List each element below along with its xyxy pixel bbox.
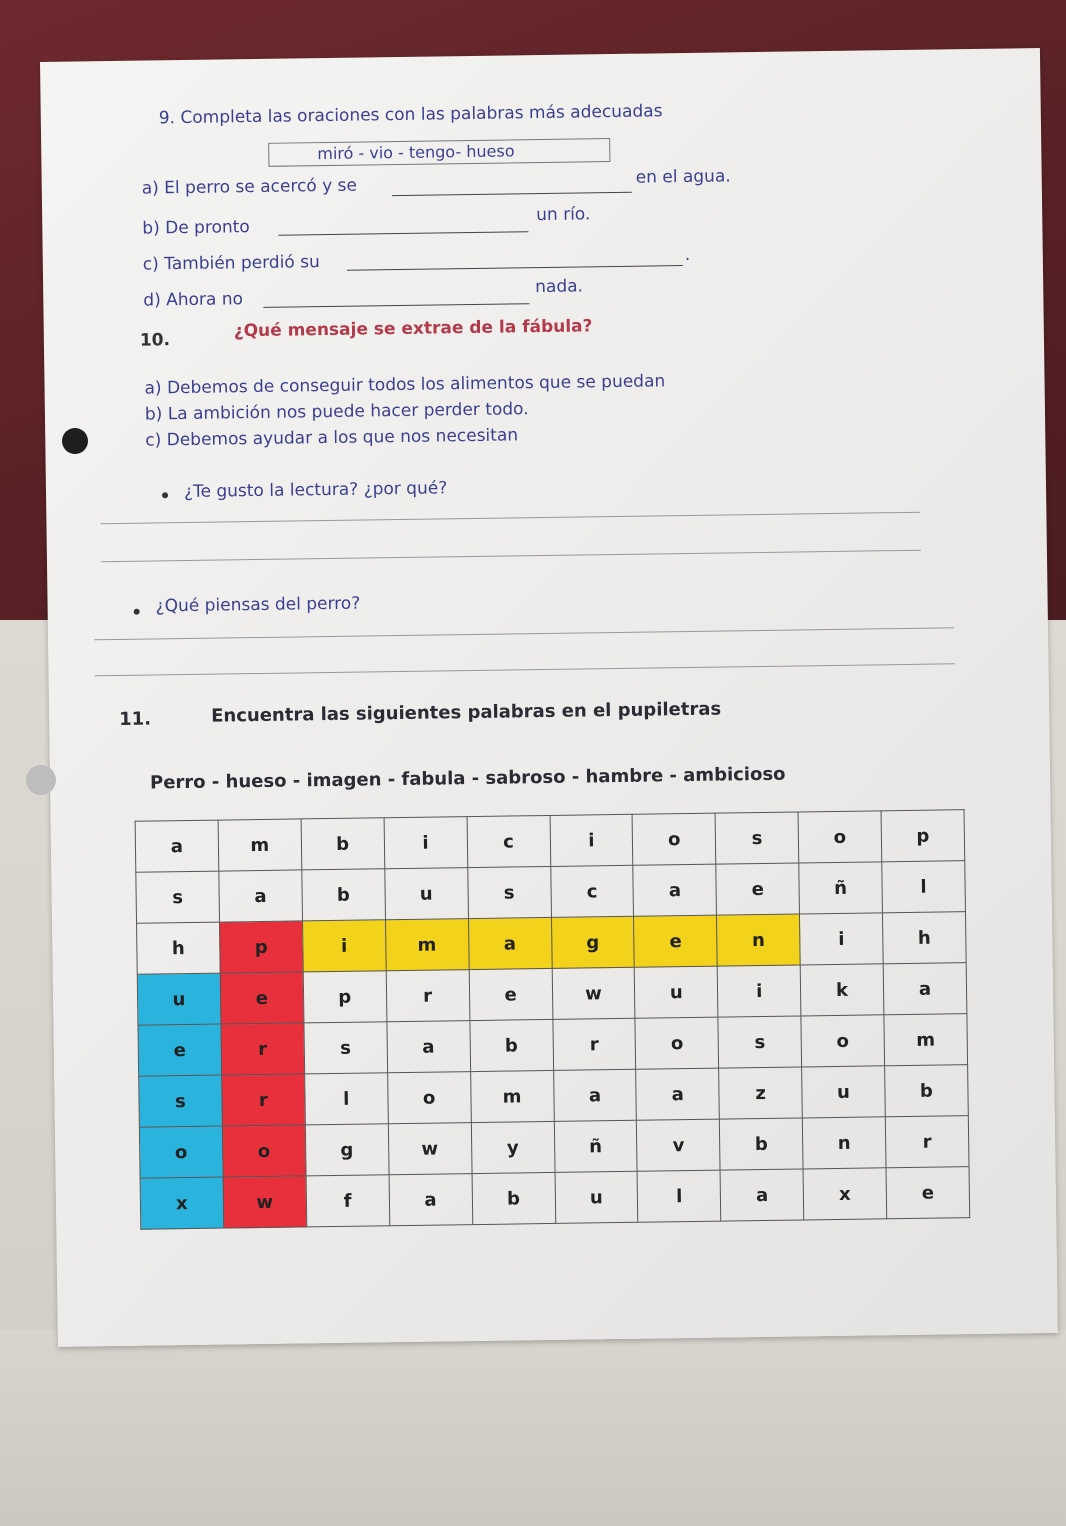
grid-cell: p [219, 921, 303, 973]
binder-hole [26, 765, 56, 795]
grid-cell: u [384, 868, 468, 920]
word-bank: miró - vio - tengo- hueso [317, 141, 515, 164]
answer-line[interactable] [100, 512, 920, 524]
grid-cell: e [138, 1024, 222, 1076]
q11-word-list: Perro - hueso - imagen - fabula - sabroso - hambre - ambicioso [149, 763, 786, 794]
grid-cell: g [551, 916, 635, 968]
q9-item-a: a) El perro se acercó y se [141, 175, 358, 199]
grid-cell: o [632, 813, 716, 865]
grid-cell: b [720, 1118, 804, 1170]
grid-cell: s [715, 812, 799, 864]
grid-cell: i [800, 913, 884, 965]
grid-cell: r [222, 1074, 306, 1126]
grid-cell: h [137, 922, 221, 974]
grid-cell: u [555, 1171, 639, 1223]
grid-row [140, 1167, 970, 1230]
grid-cell: r [221, 1023, 305, 1075]
grid-cell: e [220, 972, 304, 1024]
q9-title: 9. Completa las oraciones con las palabras más adecuadas [158, 101, 663, 129]
q9-item-b: b) De pronto [142, 217, 250, 239]
grid-cell: v [637, 1119, 721, 1171]
grid-cell: a [636, 1068, 720, 1120]
grid-cell: a [135, 820, 219, 872]
grid-cell: r [552, 1018, 636, 1070]
grid-cell: o [139, 1126, 223, 1178]
answer-line[interactable] [95, 663, 955, 676]
answer-line[interactable] [101, 550, 921, 562]
grid-cell: m [218, 819, 302, 871]
grid-cell: i [550, 814, 634, 866]
grid-cell: l [882, 861, 966, 913]
q10-option-c: c) Debemos ayudar a los que nos necesitan [145, 425, 519, 451]
grid-cell: i [302, 920, 386, 972]
grid-cell: c [550, 865, 634, 917]
grid-cell: h [882, 912, 966, 964]
grid-cell: b [885, 1065, 969, 1117]
table-surface [0, 1330, 1066, 1526]
q10-option-a: a) Debemos de conseguir todos los alimentos que se puedan [144, 371, 666, 399]
grid-cell: b [472, 1172, 556, 1224]
grid-cell: e [886, 1167, 970, 1219]
grid-cell: x [140, 1177, 224, 1229]
grid-cell: i [717, 965, 801, 1017]
q11-title: Encuentra las siguientes palabras en el pupiletras [211, 698, 722, 727]
word-search-grid [135, 809, 971, 1230]
binder-hole [62, 428, 88, 454]
q10-question: ¿Qué mensaje se extrae de la fábula? [233, 316, 593, 342]
grid-cell: a [219, 870, 303, 922]
grid-cell: o [635, 1017, 719, 1069]
q11-number: 11. [119, 708, 152, 730]
grid-cell: n [802, 1117, 886, 1169]
grid-cell: b [301, 818, 385, 870]
grid-cell: f [306, 1175, 390, 1227]
grid-cell: y [471, 1121, 555, 1173]
grid-cell: z [719, 1067, 803, 1119]
grid-cell: a [553, 1069, 637, 1121]
grid-cell: m [385, 919, 469, 971]
grid-cell: a [720, 1169, 804, 1221]
grid-cell: b [302, 869, 386, 921]
grid-cell: ñ [799, 862, 883, 914]
grid-cell: n [717, 914, 801, 966]
q9-item-c: c) También perdió su [142, 252, 320, 275]
grid-cell: s [136, 871, 220, 923]
grid-cell: a [389, 1174, 473, 1226]
bullet-question-1: ¿Te gusto la lectura? ¿por qué? [183, 478, 448, 503]
q9-blank-a[interactable] [392, 192, 632, 196]
q9-blank-d[interactable] [263, 303, 529, 308]
grid-cell: p [303, 971, 387, 1023]
q9-item-a-end: en el agua. [635, 166, 731, 188]
q9-item-b-end: un río. [536, 204, 591, 226]
grid-cell: u [635, 966, 719, 1018]
grid-cell: a [633, 864, 717, 916]
grid-cell: u [137, 973, 221, 1025]
bullet-question-2: ¿Qué piensas del perro? [155, 593, 361, 617]
grid-cell: o [387, 1072, 471, 1124]
grid-cell: l [304, 1073, 388, 1125]
q10-number: 10. [139, 330, 171, 351]
grid-cell: o [801, 1015, 885, 1067]
grid-cell: s [718, 1016, 802, 1068]
grid-cell: ñ [554, 1120, 638, 1172]
q9-item-d-end: nada. [535, 276, 584, 298]
grid-cell: e [634, 915, 718, 967]
grid-cell: c [467, 815, 551, 867]
grid-cell: s [467, 866, 551, 918]
grid-cell: e [716, 863, 800, 915]
grid-cell: l [637, 1170, 721, 1222]
q9-blank-c[interactable] [347, 265, 683, 271]
worksheet-page [40, 48, 1058, 1347]
grid-cell: b [469, 1019, 553, 1071]
answer-line[interactable] [94, 627, 954, 640]
grid-cell: r [386, 970, 470, 1022]
grid-cell: m [884, 1014, 968, 1066]
grid-cell: u [802, 1066, 886, 1118]
grid-cell: s [139, 1075, 223, 1127]
q10-option-b: b) La ambición nos puede hacer perder todo. [144, 399, 529, 425]
grid-cell: x [803, 1168, 887, 1220]
grid-cell: s [304, 1022, 388, 1074]
grid-cell: g [305, 1124, 389, 1176]
q9-item-c-end: . [684, 244, 691, 266]
q9-item-d: d) Ahora no [143, 289, 244, 311]
grid-cell: a [387, 1021, 471, 1073]
q9-blank-b[interactable] [278, 231, 528, 235]
grid-cell: i [384, 817, 468, 869]
grid-cell: r [885, 1116, 969, 1168]
bullet-icon [134, 609, 140, 615]
grid-cell: o [798, 811, 882, 863]
grid-cell: w [223, 1176, 307, 1228]
grid-cell: k [800, 964, 884, 1016]
grid-cell: a [468, 917, 552, 969]
grid-cell: a [883, 963, 967, 1015]
grid-cell: m [470, 1070, 554, 1122]
bullet-icon [162, 492, 168, 498]
grid-cell: w [388, 1123, 472, 1175]
grid-cell: p [881, 810, 965, 862]
grid-cell: o [222, 1125, 306, 1177]
grid-cell: e [469, 968, 553, 1020]
grid-cell: w [552, 967, 636, 1019]
